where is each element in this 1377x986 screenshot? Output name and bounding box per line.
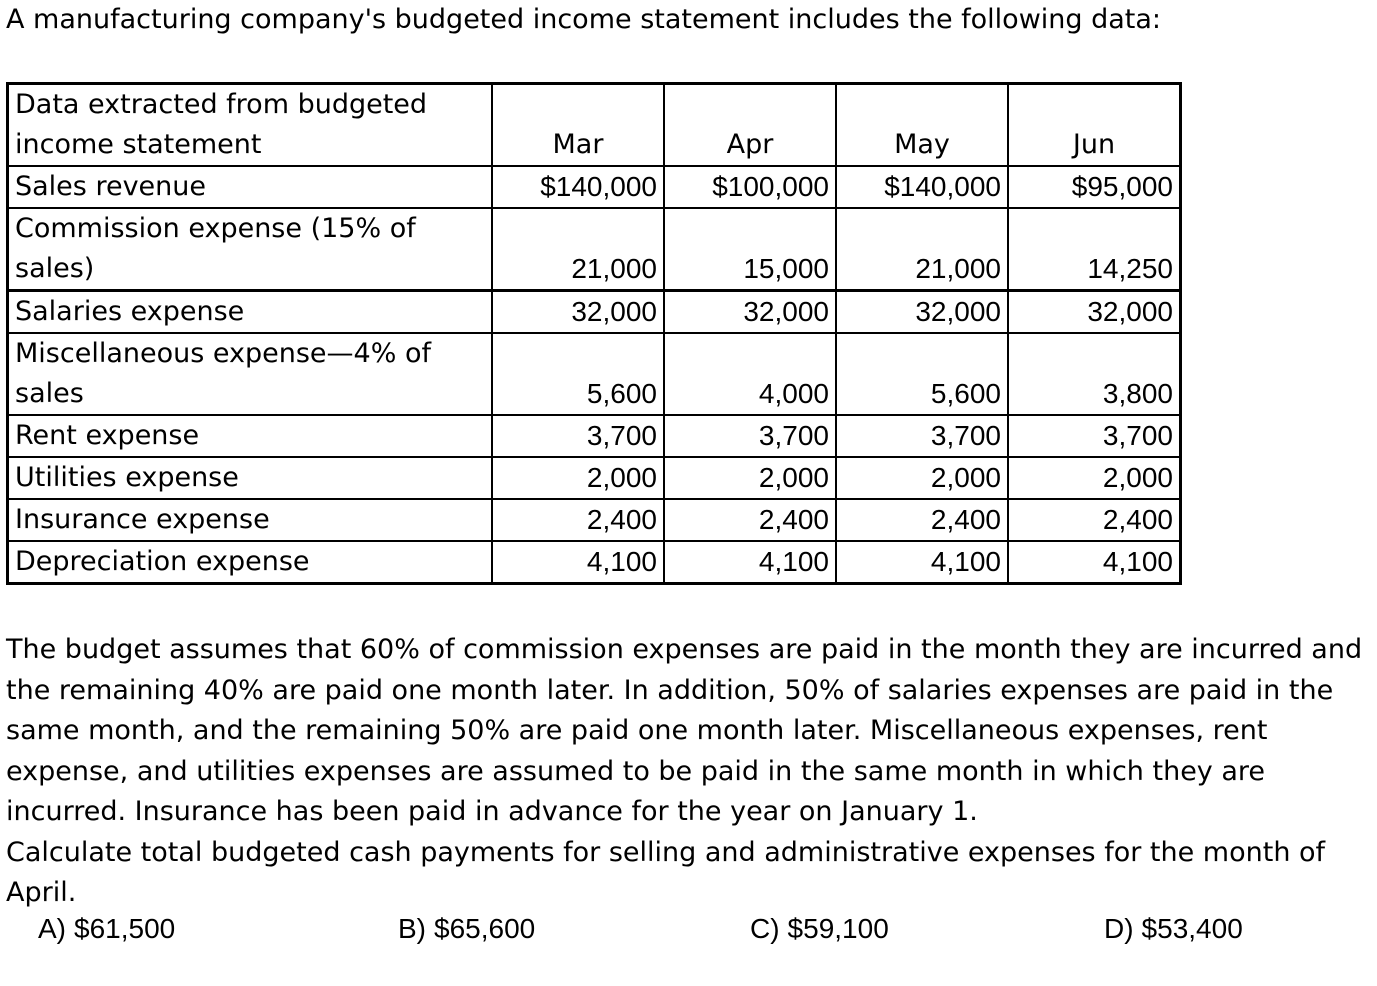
value-cell: 21,000 xyxy=(836,208,1008,291)
table-row xyxy=(8,166,1181,208)
row-label-line1: Commission expense (15% of xyxy=(15,213,416,244)
value-cell: 3,700 xyxy=(664,415,836,457)
value-cell: 21,000 xyxy=(492,208,664,291)
table-row xyxy=(8,208,1181,291)
choice-value: $61,500 xyxy=(74,913,176,944)
choice-letter: A) xyxy=(38,913,66,944)
row-label-line2: sales xyxy=(15,378,84,409)
month-header: Apr xyxy=(664,84,836,167)
value-cell: 2,400 xyxy=(492,499,664,541)
table-row xyxy=(8,333,1181,415)
answer-choices xyxy=(0,913,1377,953)
value-cell: 32,000 xyxy=(492,291,664,334)
value-cell: 32,000 xyxy=(1008,291,1181,334)
value-cell: $140,000 xyxy=(836,166,1008,208)
choice-b[interactable] xyxy=(398,913,535,945)
row-label-line1: Sales revenue xyxy=(15,171,206,202)
choice-letter: C) xyxy=(750,913,780,944)
value-cell: $140,000 xyxy=(492,166,664,208)
table-row xyxy=(8,457,1181,499)
value-cell: 4,000 xyxy=(664,333,836,415)
value-cell: 2,000 xyxy=(492,457,664,499)
value-cell: 32,000 xyxy=(836,291,1008,334)
problem-text xyxy=(6,630,1371,914)
value-cell: 2,000 xyxy=(1008,457,1181,499)
choice-c[interactable] xyxy=(750,913,889,945)
row-label xyxy=(8,415,493,457)
value-cell: 4,100 xyxy=(492,541,664,584)
value-cell: 14,250 xyxy=(1008,208,1181,291)
question-text: Calculate total budgeted cash payments for selling and administrative expenses for the month of April. xyxy=(6,836,1326,908)
row-label-line1: Rent expense xyxy=(15,420,200,451)
row-label-line1: Utilities expense xyxy=(15,462,239,493)
intro-text: A manufacturing company's budgeted income statement includes the following data: xyxy=(6,4,1162,35)
table-row xyxy=(8,291,1181,334)
month-header: Mar xyxy=(492,84,664,167)
choice-a[interactable] xyxy=(38,913,175,945)
row-label xyxy=(8,333,493,415)
header-label-line1: Data extracted from budgeted xyxy=(15,89,428,120)
value-cell: 2,400 xyxy=(664,499,836,541)
value-cell: 3,700 xyxy=(492,415,664,457)
value-cell: 5,600 xyxy=(836,333,1008,415)
value-cell: 2,000 xyxy=(664,457,836,499)
value-cell: $100,000 xyxy=(664,166,836,208)
assumptions-paragraph: The budget assumes that 60% of commission expenses are paid in the month they are incurred and the remaining 40% are paid one month later. In addition, 50% of salaries expenses are paid in the same month, and the remaining 50% are paid one month later. Miscellaneous expenses, rent expense, and utilities expenses are assumed to be paid in the same month in which they are incurred. Insurance has been paid in advance for the year on January 1. xyxy=(6,634,1363,827)
table-row xyxy=(8,499,1181,541)
value-cell: 2,000 xyxy=(836,457,1008,499)
row-label xyxy=(8,208,493,291)
row-label-line1: Insurance expense xyxy=(15,504,270,535)
value-cell: 32,000 xyxy=(664,291,836,334)
row-label-line1: Depreciation expense xyxy=(15,546,310,577)
value-cell: 2,400 xyxy=(1008,499,1181,541)
header-label-cell xyxy=(8,84,493,167)
month-header: May xyxy=(836,84,1008,167)
row-label xyxy=(8,457,493,499)
budget-table xyxy=(6,82,1182,585)
row-label xyxy=(8,541,493,584)
value-cell: 5,600 xyxy=(492,333,664,415)
table-row xyxy=(8,541,1181,584)
row-label xyxy=(8,291,493,334)
value-cell: 4,100 xyxy=(836,541,1008,584)
choice-value: $59,100 xyxy=(787,913,889,944)
value-cell: 2,400 xyxy=(836,499,1008,541)
table-row xyxy=(8,415,1181,457)
row-label-line1: Salaries expense xyxy=(15,296,245,327)
value-cell: 3,700 xyxy=(1008,415,1181,457)
value-cell: 3,800 xyxy=(1008,333,1181,415)
row-label xyxy=(8,499,493,541)
table-header-row xyxy=(8,84,1181,167)
choice-letter: B) xyxy=(398,913,426,944)
choice-value: $65,600 xyxy=(434,913,536,944)
row-label-line2: sales) xyxy=(15,253,95,284)
row-label-line1: Miscellaneous expense—4% of xyxy=(15,338,431,369)
row-label xyxy=(8,166,493,208)
choice-value: $53,400 xyxy=(1141,913,1243,944)
value-cell: 4,100 xyxy=(664,541,836,584)
value-cell: $95,000 xyxy=(1008,166,1181,208)
value-cell: 4,100 xyxy=(1008,541,1181,584)
month-header: Jun xyxy=(1008,84,1181,167)
choice-letter: D) xyxy=(1104,913,1134,944)
header-label-line2: income statement xyxy=(15,129,262,160)
value-cell: 3,700 xyxy=(836,415,1008,457)
choice-d[interactable] xyxy=(1104,913,1243,945)
value-cell: 15,000 xyxy=(664,208,836,291)
